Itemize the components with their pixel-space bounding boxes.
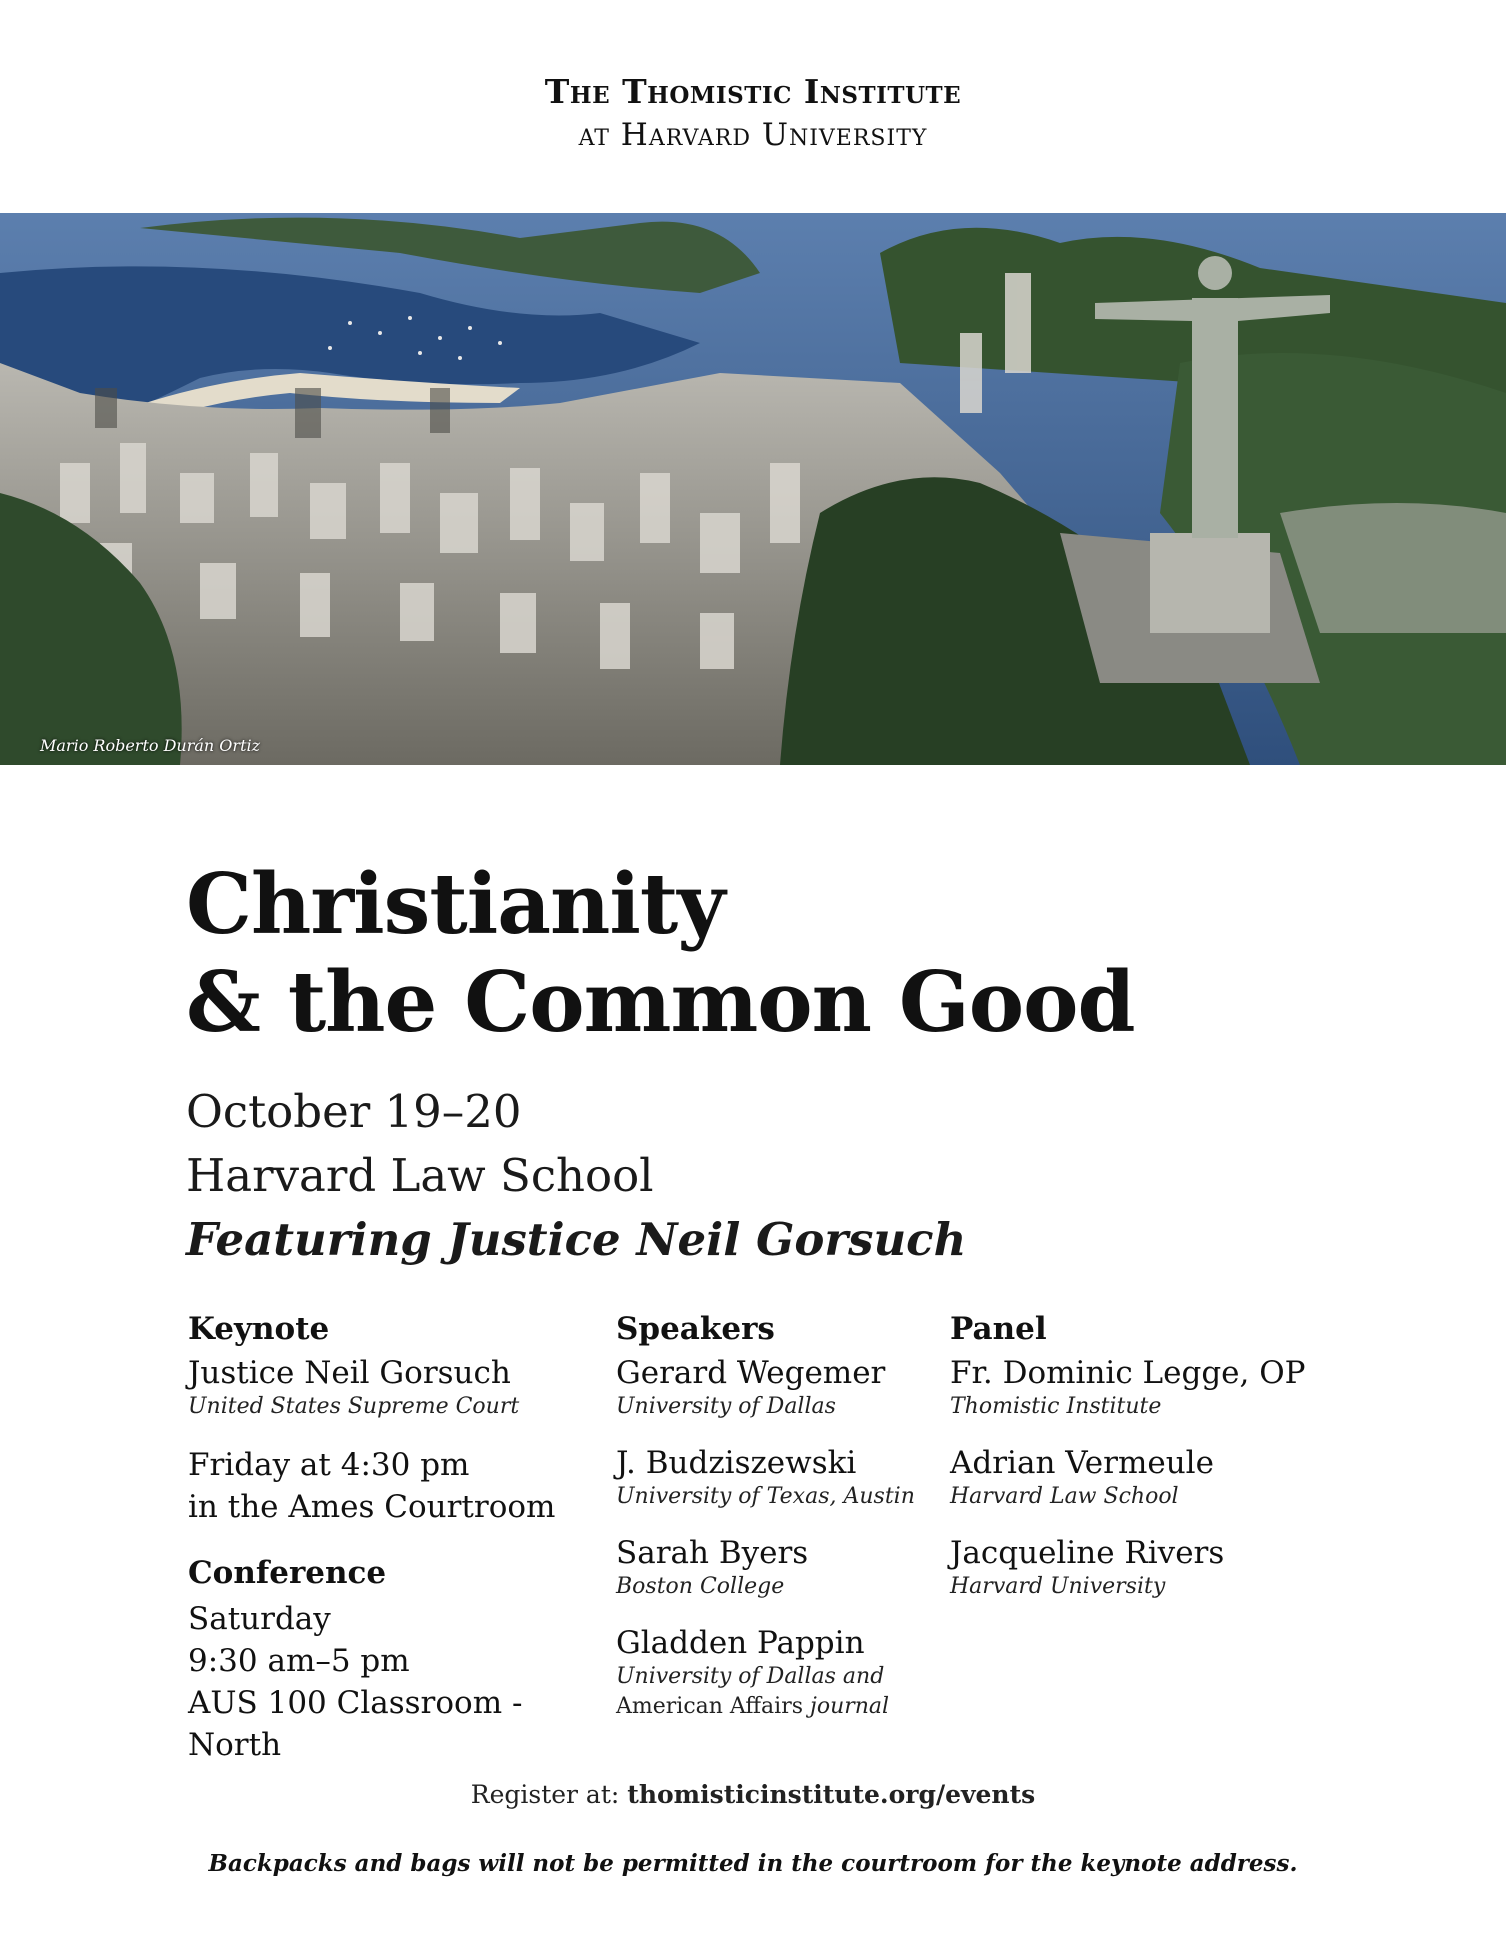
panelist-item bbox=[950, 1354, 1370, 1422]
rio-cityscape-image bbox=[0, 213, 1506, 765]
panelist-name: Fr. Dominic Legge, OP bbox=[950, 1355, 1306, 1391]
panelist-affiliation: Harvard University bbox=[950, 1574, 1166, 1599]
speaker-name: Gladden Pappin bbox=[616, 1625, 865, 1661]
registration-line bbox=[0, 1780, 1506, 1809]
hero-photo bbox=[0, 213, 1506, 765]
journal-name: American Affairs bbox=[616, 1694, 804, 1719]
speaker-item bbox=[616, 1444, 956, 1512]
speaker-affiliation: University of Texas, Austin bbox=[616, 1484, 915, 1509]
keynote-time: Friday at 4:30 pm bbox=[188, 1447, 470, 1483]
featured-speaker: Featuring Justice Neil Gorsuch bbox=[186, 1213, 967, 1266]
conference-day: Saturday bbox=[188, 1601, 331, 1637]
panelist-affiliation: Thomistic Institute bbox=[950, 1394, 1162, 1419]
organizer-name: The Thomistic Institute bbox=[544, 72, 962, 111]
panel-heading: Panel bbox=[950, 1311, 1047, 1347]
speaker-item bbox=[616, 1354, 956, 1422]
speaker-affiliation-line-2 bbox=[616, 1692, 956, 1722]
panelist-name: Adrian Vermeule bbox=[950, 1445, 1214, 1481]
schedule-column bbox=[188, 1310, 588, 1766]
panelist-item bbox=[950, 1534, 1370, 1602]
event-meta bbox=[186, 1080, 966, 1272]
speaker-name: Sarah Byers bbox=[616, 1535, 809, 1571]
journal-suffix: journal bbox=[810, 1694, 890, 1719]
register-link[interactable]: thomisticinstitute.org/events bbox=[627, 1780, 1036, 1809]
speaker-name: Gerard Wegemer bbox=[616, 1355, 886, 1391]
speaker-item bbox=[616, 1624, 956, 1722]
keynote-heading: Keynote bbox=[188, 1311, 330, 1347]
speaker-name: J. Budziszewski bbox=[616, 1445, 857, 1481]
conference-heading: Conference bbox=[188, 1555, 387, 1591]
conference-room: AUS 100 Classroom - North bbox=[188, 1685, 523, 1763]
organizer-location: at Harvard University bbox=[578, 117, 928, 153]
keynote-location: in the Ames Courtroom bbox=[188, 1489, 556, 1525]
panelist-affiliation: Harvard Law School bbox=[950, 1484, 1179, 1509]
panel-column bbox=[950, 1310, 1370, 1624]
speakers-column bbox=[616, 1310, 956, 1744]
organizer-header bbox=[0, 70, 1506, 156]
event-venue: Harvard Law School bbox=[186, 1149, 654, 1202]
speaker-item bbox=[616, 1534, 956, 1602]
speaker-affiliation: University of Dallas bbox=[616, 1394, 836, 1419]
keynote-affiliation: United States Supreme Court bbox=[188, 1394, 520, 1419]
bag-policy-notice: Backpacks and bags will not be permitted in the courtroom for the keynote address. bbox=[208, 1850, 1298, 1877]
title-line-1: Christianity bbox=[186, 855, 725, 953]
speaker-affiliation: University of Dallas and bbox=[616, 1664, 885, 1689]
speakers-heading: Speakers bbox=[616, 1311, 775, 1347]
keynote-speaker: Justice Neil Gorsuch bbox=[188, 1355, 511, 1391]
speaker-affiliation: Boston College bbox=[616, 1574, 785, 1599]
title-line-2: & the Common Good bbox=[186, 953, 1135, 1051]
panelist-item bbox=[950, 1444, 1370, 1512]
event-title bbox=[186, 855, 1135, 1051]
photo-credit: Mario Roberto Durán Ortiz bbox=[40, 736, 261, 755]
conference-hours: 9:30 am–5 pm bbox=[188, 1643, 410, 1679]
event-date: October 19–20 bbox=[186, 1085, 522, 1138]
panelist-name: Jacqueline Rivers bbox=[950, 1535, 1225, 1571]
register-label: Register at: bbox=[470, 1780, 620, 1809]
